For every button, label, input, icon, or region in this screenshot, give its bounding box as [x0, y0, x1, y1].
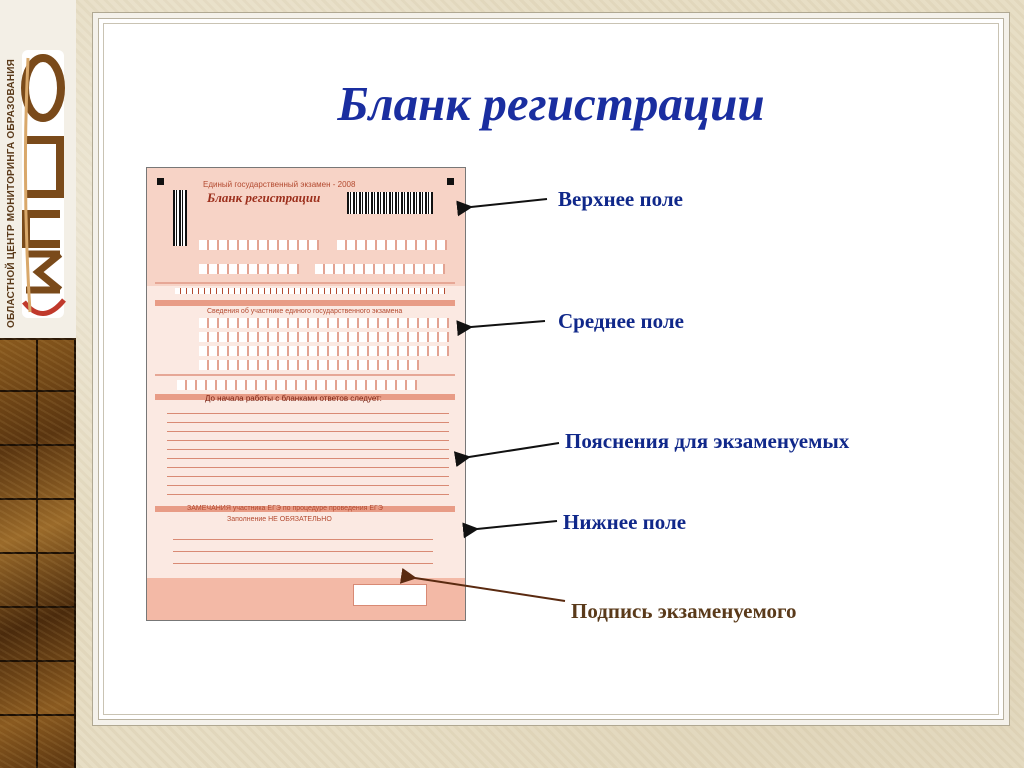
- form-cells-row: [199, 240, 319, 250]
- label-middle-field: Среднее поле: [558, 309, 684, 333]
- form-signature-box: [353, 584, 427, 606]
- form-cells-row: [177, 380, 417, 390]
- slide-title: Бланк регистрации: [337, 76, 765, 131]
- form-cells-row: [199, 332, 449, 342]
- form-section-participant: Сведения об участнике единого государственного экзамена: [207, 308, 403, 315]
- form-sample-alphabet: [175, 288, 445, 294]
- logo-mark-icon: [18, 44, 70, 324]
- form-remarks-subtitle: Заполнение НЕ ОБЯЗАТЕЛЬНО: [227, 516, 332, 523]
- logo-org-name: ОБЛАСТНОЙ ЦЕНТР МОНИТОРИНГА ОБРАЗОВАНИЯ: [6, 58, 17, 328]
- form-side-barcode: [173, 190, 187, 246]
- form-section-remarks: ЗАМЕЧАНИЯ участника ЕГЭ по процедуре проведения ЕГЭ: [187, 505, 383, 512]
- label-explanations: Пояснения для экзаменуемых: [565, 429, 850, 453]
- label-signature: Подпись экзаменуемого: [571, 599, 797, 623]
- form-remarks-checklist: [173, 532, 433, 572]
- registration-form-image: [146, 167, 466, 621]
- form-divider: [155, 374, 455, 376]
- form-top-barcode: [347, 192, 433, 214]
- decorative-tiles: [0, 338, 76, 768]
- form-band: [155, 300, 455, 306]
- logo-panel: [0, 0, 76, 338]
- form-cells-row: [315, 264, 445, 274]
- label-top-field: Верхнее поле: [558, 187, 683, 211]
- form-section-instructions: До начала работы с бланками ответов следует:: [205, 394, 382, 403]
- form-corner-marker: [447, 178, 454, 185]
- form-header-line: Единый государственный экзамен - 2008: [203, 180, 356, 189]
- form-title: Бланк регистрации: [207, 190, 321, 205]
- form-corner-marker: [157, 178, 164, 185]
- form-instructions-text: [167, 408, 449, 500]
- form-cells-row: [199, 264, 299, 274]
- form-cells-row: [337, 240, 447, 250]
- form-cells-row: [199, 318, 449, 328]
- label-bottom-field: Нижнее поле: [563, 510, 687, 534]
- form-cells-row: [199, 360, 419, 370]
- form-cells-row: [199, 346, 449, 356]
- slide-card: [98, 18, 1004, 720]
- form-divider: [155, 282, 455, 284]
